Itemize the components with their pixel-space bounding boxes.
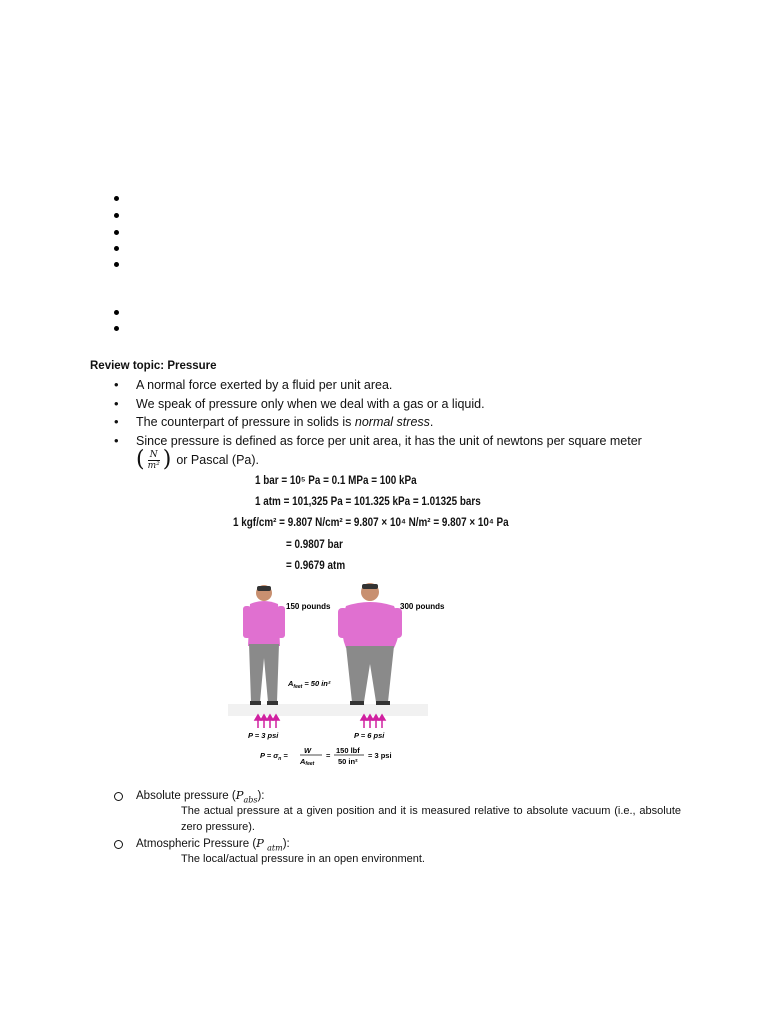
empty-bullet [114, 196, 119, 201]
absolute-pressure-label [136, 788, 265, 804]
list-item-end: . [429, 415, 434, 429]
right-pressure-label: P = 6 psi [354, 731, 385, 740]
unit-fraction [148, 450, 160, 471]
pressure-arrows-right [361, 715, 385, 728]
fraction-numerator: N [149, 449, 158, 460]
atmospheric-pressure-description: The local/actual pressure in an open environment. [181, 853, 425, 865]
fraction-denominator: m² [147, 460, 160, 471]
formula-denominator: 50 in² [338, 757, 358, 766]
sub-label-text: Absolute pressure ( [136, 790, 236, 802]
formula-a: Afeet [300, 757, 315, 767]
list-item: • We speak of pressure only when we deal with a gas or a liquid. [112, 395, 672, 414]
left-pressure-label: P = 3 psi [248, 731, 279, 740]
area-label: $A_{feet} = 50$ in² [288, 679, 331, 690]
sub-symbol: P [256, 836, 264, 850]
paren-left: ( [136, 447, 145, 472]
list-item: • Since pressure is defined as force per unit area, it has the unit of newtons per square meter [112, 432, 672, 451]
empty-bullet [114, 262, 119, 267]
formula-equals: = [326, 751, 331, 760]
sub-symbol-subscript: atm [267, 843, 283, 853]
absolute-pressure-description: The actual pressure at a given position and it is measured relative to absolute vacuum (i.e., absolute zero pressure). [181, 805, 681, 833]
pressure-figure [228, 578, 445, 768]
heavy-person-figure [338, 583, 402, 705]
equation-row: 1 kgf/cm² = 9.807 N/cm² = 9.807 × 10⁴ N/m² = 9.807 × 10⁴ Pa [233, 517, 509, 529]
sub-bullet-circle [114, 792, 123, 801]
formula-lhs: $P = \sigma_n$ = [260, 751, 288, 762]
sub-label-text: Atmospheric Pressure ( [136, 838, 257, 850]
equation-row: 1 bar = 10⁵ Pa = 0.1 MPa = 100 kPa [255, 475, 417, 487]
thin-person-figure [243, 585, 285, 705]
empty-bullet [114, 310, 119, 315]
list-item-text: The counterpart of pressure in solids is [136, 415, 352, 429]
equation-row: = 0.9679 atm [286, 560, 346, 572]
empty-bullet [114, 246, 119, 251]
left-weight-label: 150 pounds [286, 602, 331, 611]
section-heading: Review topic: Pressure [90, 360, 217, 372]
list-item [112, 413, 672, 432]
sub-symbol: P [235, 788, 244, 802]
paren-right: ) [162, 447, 172, 472]
equation-row: 1 atm = 101,325 Pa = 101.325 kPa = 1.01325 bars [255, 496, 481, 508]
sub-bullet-circle [114, 840, 123, 849]
empty-bullet [114, 230, 119, 235]
unit-line [136, 449, 259, 471]
pressure-arrows-left [255, 715, 279, 728]
emphasis-text: normal stress [354, 415, 430, 429]
formula-result: = 3 psi [368, 751, 392, 760]
list-item: • A normal force exerted by a fluid per unit area. [112, 376, 672, 395]
pressure-bullet-list [112, 376, 672, 450]
right-weight-label: 300 pounds [400, 602, 445, 611]
atmospheric-pressure-label [136, 836, 290, 852]
equation-row: = 0.9807 bar [286, 539, 343, 551]
sub-label-end: ): [282, 838, 290, 850]
sub-symbol-subscript: abs [243, 795, 258, 805]
formula-w: W [304, 746, 312, 755]
pressure-formula [260, 746, 392, 767]
formula-numerator: 150 lbf [336, 746, 360, 755]
sub-label-end: ): [257, 790, 265, 802]
empty-bullet [114, 326, 119, 331]
pressure-illustration [228, 578, 445, 768]
unit-suffix: or Pascal (Pa). [176, 453, 260, 467]
empty-bullet [114, 213, 119, 218]
